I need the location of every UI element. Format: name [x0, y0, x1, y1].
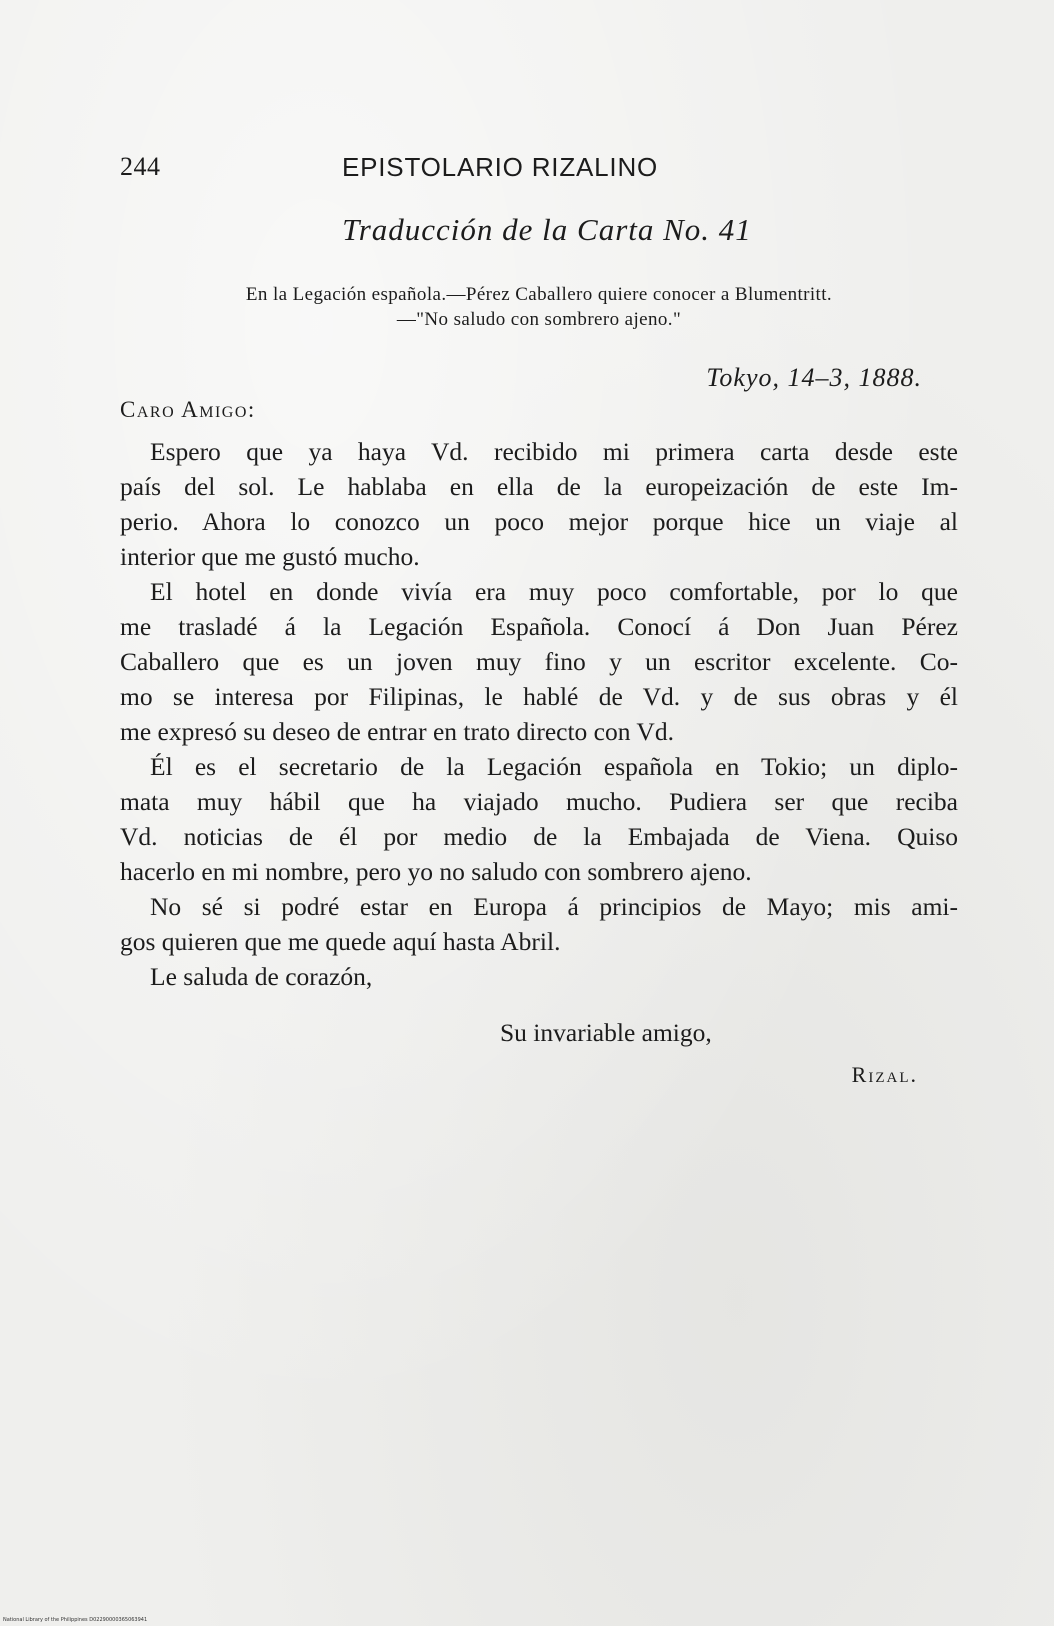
- letter-body: [120, 434, 958, 994]
- body-line: interior que me gustó mucho.: [120, 542, 420, 571]
- summary-line: En la Legación española.—Pérez Caballero quiere conocer a Blumentritt.: [245, 284, 833, 305]
- body-line: Le saluda de corazón,: [150, 962, 373, 991]
- body-line: me expresó su deseo de entrar en trato directo con Vd.: [120, 717, 674, 746]
- body-line: mo se interesa por Filipinas, le hablé de Vd. y de sus obras y él: [120, 682, 958, 711]
- closing: Su invariable amigo,: [500, 1018, 712, 1047]
- salutation: Caro Amigo:: [120, 397, 256, 422]
- running-head: [120, 152, 958, 192]
- body-line: Espero que ya haya Vd. recibido mi primera carta desde este: [150, 437, 958, 466]
- body-line: me trasladé á la Legación Española. Conocí á Don Juan Pérez: [120, 612, 958, 641]
- body-line: hacerlo en mi nombre, pero yo no saludo con sombrero ajeno.: [120, 857, 752, 886]
- summary-line: —"No saludo con sombrero ajeno.": [396, 309, 682, 330]
- body-line: Caballero que es un joven muy fino y un escritor excelente. Co-: [120, 647, 958, 676]
- page-number: 244: [120, 152, 161, 181]
- body-line: Vd. noticias de él por medio de la Embajada de Viena. Quiso: [120, 822, 958, 851]
- letter-date: Tokyo, 14–3, 1888.: [706, 363, 922, 392]
- signature: Rizal.: [851, 1062, 918, 1087]
- body-line: No sé si podré estar en Europa á principios de Mayo; mis ami-: [150, 892, 958, 921]
- body-line: mata muy hábil que ha viajado mucho. Pudiera ser que reciba: [120, 787, 958, 816]
- body-line: perio. Ahora lo conozco un poco mejor porque hice un viaje al: [120, 507, 958, 536]
- letter-title: Traducción de la Carta No. 41: [342, 212, 752, 247]
- book-title: EPISTOLARIO RIZALINO: [342, 152, 659, 182]
- body-line: Él es el secretario de la Legación española en Tokio; un diplo-: [150, 752, 958, 781]
- body-line: país del sol. Le hablaba en ella de la europeización de este Im-: [120, 472, 958, 501]
- body-line: gos quieren que me quede aquí hasta Abril.: [120, 927, 561, 956]
- source-footer: National Library of the Philippines D02290000365063941: [3, 1617, 148, 1623]
- body-line: El hotel en donde vivía era muy poco comfortable, por lo que: [150, 577, 958, 606]
- letter-summary: [120, 282, 958, 332]
